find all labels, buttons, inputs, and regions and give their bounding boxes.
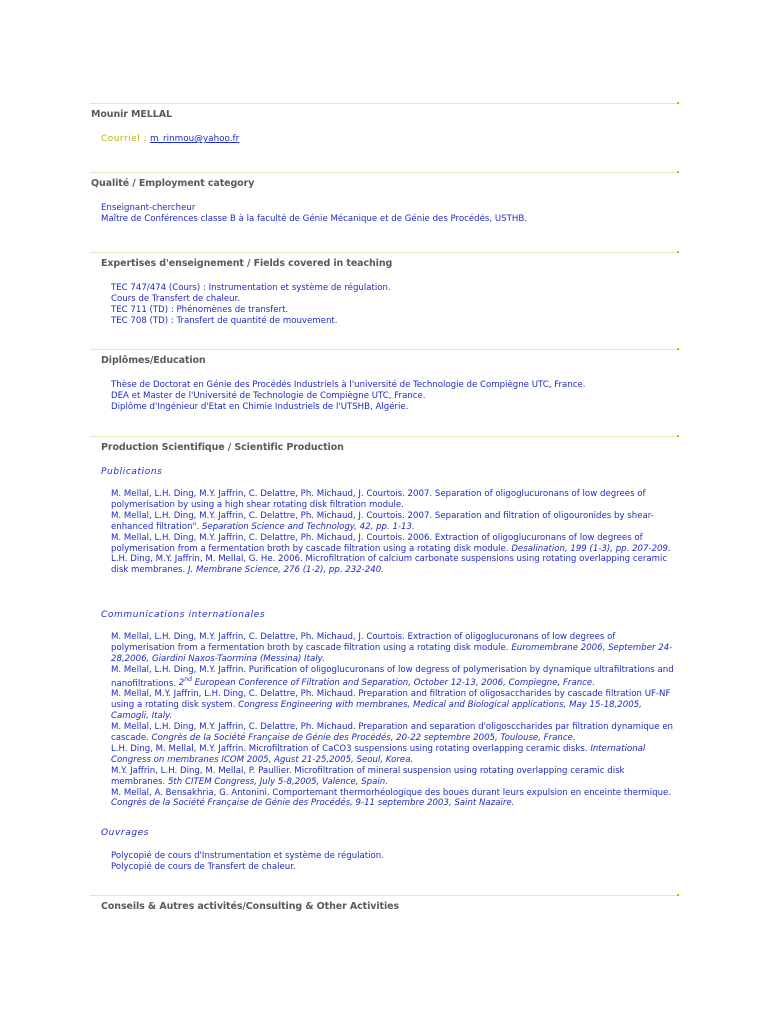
subheading-books: Ouvrages bbox=[101, 828, 150, 838]
education-line: Thèse de Doctorat en Génie des Procédés Industriels à l'université de Technologie de Compiègne UTC, France. bbox=[111, 380, 586, 390]
divider bbox=[90, 349, 678, 350]
section-heading-education: Diplômes/Education bbox=[101, 355, 206, 366]
email-link[interactable]: m_rinmou@yahoo.fr bbox=[150, 134, 240, 144]
divider bbox=[90, 103, 678, 104]
section-heading-employment: Qualité / Employment category bbox=[91, 178, 255, 189]
subheading-communications: Communications internationales bbox=[101, 610, 266, 620]
contact-line bbox=[101, 134, 239, 145]
teaching-line: Cours de Transfert de chaleur. bbox=[111, 294, 241, 304]
section-heading-production: Production Scientifique / Scientific Production bbox=[101, 442, 344, 453]
book-item: Polycopié de cours de Transfert de chaleur. bbox=[111, 862, 296, 872]
communication-item: M. Mellal, L.H. Ding, M.Y. Jaffrin, C. Delattre, Ph. Michaud, J. Courtois. Extraction of oligoglucuronans of low degrees of polymerisation from a fermentation broth by cascade filtration using a rotating disk module. Euromembrane 2006, September 24-28,2006, Giardini Naxos-Taormina (Messina) Italy. bbox=[111, 632, 673, 664]
employment-line: Enseignant-chercheur bbox=[101, 203, 196, 213]
publications-list bbox=[111, 489, 677, 576]
publication-item: M. Mellal, L.H. Ding, M.Y. Jaffrin, C. Delattre, Ph. Michaud, J. Courtois. 2007. Separation and filtration of oligouronides by shear-enhanced filtration". Separation Science and Technology, 42, pp. 1-13. bbox=[111, 510, 654, 532]
teaching-line: TEC 708 (TD) : Transfert de quantité de mouvement. bbox=[111, 316, 338, 326]
communication-item: M. Mellal, L.H. Ding, M.Y. Jaffrin, C. Delattre, Ph. Michaud. Preparation and separation d'oligosccharides par filtration dynamique en cascade. Congrès de la Société Française de Génie des Procédés, 20-22 septembre 2005, Toulouse, France. bbox=[111, 722, 674, 744]
subheading-publications: Publications bbox=[101, 467, 163, 477]
communication-item: M. Mellal, M.Y. Jaffrin, L.H. Ding, C. Delattre, Ph. Michaud. Preparation and filtration of oligosaccharides by cascade filtration UF-NF using a rotating disk system. Congress Engineering with membranes, Medical and Biological applications, May 15-18,2005, Camogli, Italy. bbox=[111, 689, 671, 722]
communications-list bbox=[111, 632, 677, 809]
publication-item: M. Mellal, L.H. Ding, M.Y. Jaffrin, C. Delattre, Ph. Michaud, J. Courtois. 2006. Extraction of oligoglucuronans of low degrees of polymerisation from a fermentation broth by cascade filtration using a rotating disk module. Desalination, 199 (1-3), pp. 207-209. bbox=[111, 532, 671, 554]
teaching-line: TEC 711 (TD) : Phénomènes de transfert. bbox=[111, 305, 289, 315]
divider bbox=[90, 436, 678, 437]
communication-item: M.Y. Jaffrin, L.H. Ding, M. Mellal, P. Paullier. Microfiltration of mineral suspension using rotating overlapping ceramic disk membranes. 5th CITEM Congress, July 5-8,2005, Valence, Spain. bbox=[111, 765, 625, 787]
book-item: Polycopié de cours d'Instrumentation et système de régulation. bbox=[111, 851, 384, 861]
section-heading-consulting: Conseils & Autres activités/Consulting & Other Activities bbox=[101, 901, 400, 912]
person-name: Mounir MELLAL bbox=[91, 109, 172, 120]
communication-item: L.H. Ding, M. Mellal, M.Y. Jaffrin. Microfiltration of CaCO3 suspensions using rotating overlapping ceramic disks. International Congress on membranes ICOM 2005, Agust 21-25,2005, Seoul, Korea. bbox=[111, 743, 646, 765]
teaching-line: TEC 747/474 (Cours) : Instrumentation et système de régulation. bbox=[111, 283, 391, 293]
communication-item: M. Mellal, L.H. Ding, M.Y. Jaffrin. Purification of oligoglucuronans of low degress of polymerisation by dynamique ultrafiltrations and nanofiltrations. 2nd European Conference of Filtration and Separation, October 12-13, 2006, Compiegne, France. bbox=[111, 664, 674, 689]
education-line: Diplôme d'Ingénieur d'Etat en Chimie Industriels de l'UTSHB, Algérie. bbox=[111, 402, 409, 412]
divider bbox=[90, 172, 678, 173]
divider bbox=[90, 252, 678, 253]
publication-item: M. Mellal, L.H. Ding, M.Y. Jaffrin, C. Delattre, Ph. Michaud, J. Courtois. 2007. Separation of oligoglucuronans of low degrees of polymerisation by using a high shear rotating disk filtration module. bbox=[111, 489, 646, 510]
email-label: Courriel : bbox=[101, 134, 148, 144]
publication-item: L.H. Ding, M.Y. Jaffrin, M. Mellal, G. He. 2006. Microfiltration of calcium carbonate suspensions using rotating overlapping ceramic disk membranes. J. Membrane Science, 276 (1-2), pp. 232-240. bbox=[111, 554, 668, 576]
section-heading-teaching: Expertises d'enseignement / Fields covered in teaching bbox=[101, 258, 393, 269]
education-line: DEA et Master de l'Université de Technologie de Compiègne UTC, France. bbox=[111, 391, 426, 401]
communication-item: M. Mellal, A. Bensakhria, G. Antonini. Comportemant thermorhéologique des boues durant leurs expulsion en enceinte thermique. Congrès de la Société Française de Génie des Procédés, 9-11 septembre 2003, Saint Nazaire. bbox=[111, 787, 672, 809]
employment-line: Maître de Conférences classe B à la faculté de Génie Mécanique et de Génie des Procédés, USTHB. bbox=[101, 214, 527, 224]
divider bbox=[90, 895, 678, 896]
